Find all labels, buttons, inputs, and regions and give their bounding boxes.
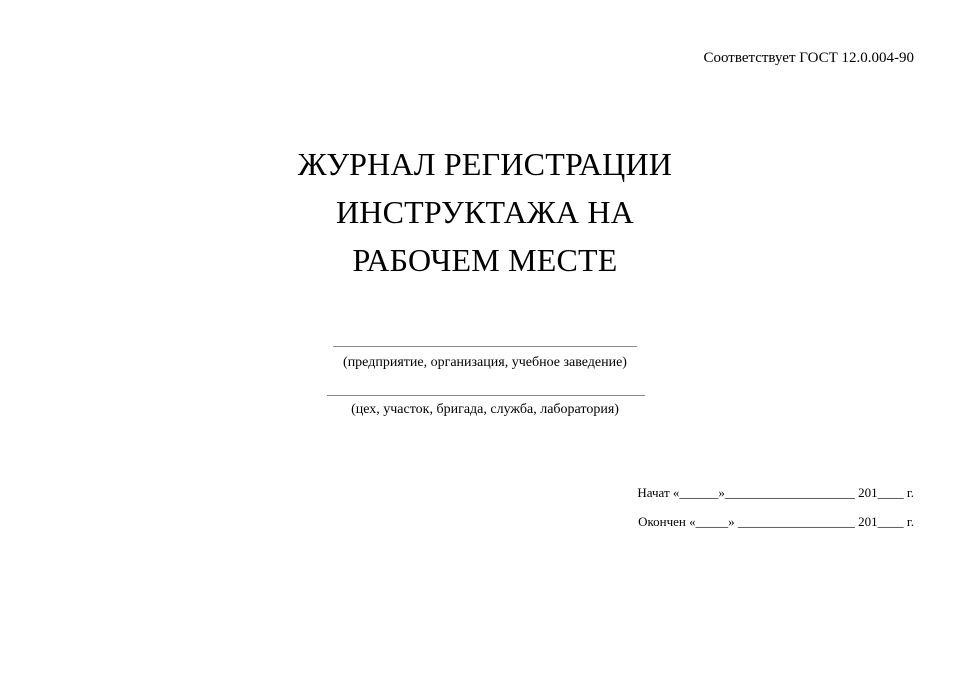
end-date-line: Окончен «_____» __________________ 201____ г. (638, 514, 914, 529)
title-line-1: ЖУРНАЛ РЕГИСТРАЦИИ (297, 146, 673, 182)
title-line-3: РАБОЧЕМ МЕСТЕ (352, 242, 618, 278)
journal-title (0, 140, 970, 284)
standard-reference: Соответствует ГОСТ 12.0.004-90 (703, 50, 914, 66)
unit-fill-line (327, 395, 645, 396)
title-line-2: ИНСТРУКТАЖА НА (336, 194, 634, 230)
organization-caption: (предприятие, организация, учебное заведение) (343, 355, 627, 370)
start-date-line: Начат «______»____________________ 201____ г. (637, 485, 914, 500)
organization-fill-line (333, 346, 637, 347)
unit-caption: (цех, участок, бригада, служба, лаборатория) (351, 402, 619, 417)
